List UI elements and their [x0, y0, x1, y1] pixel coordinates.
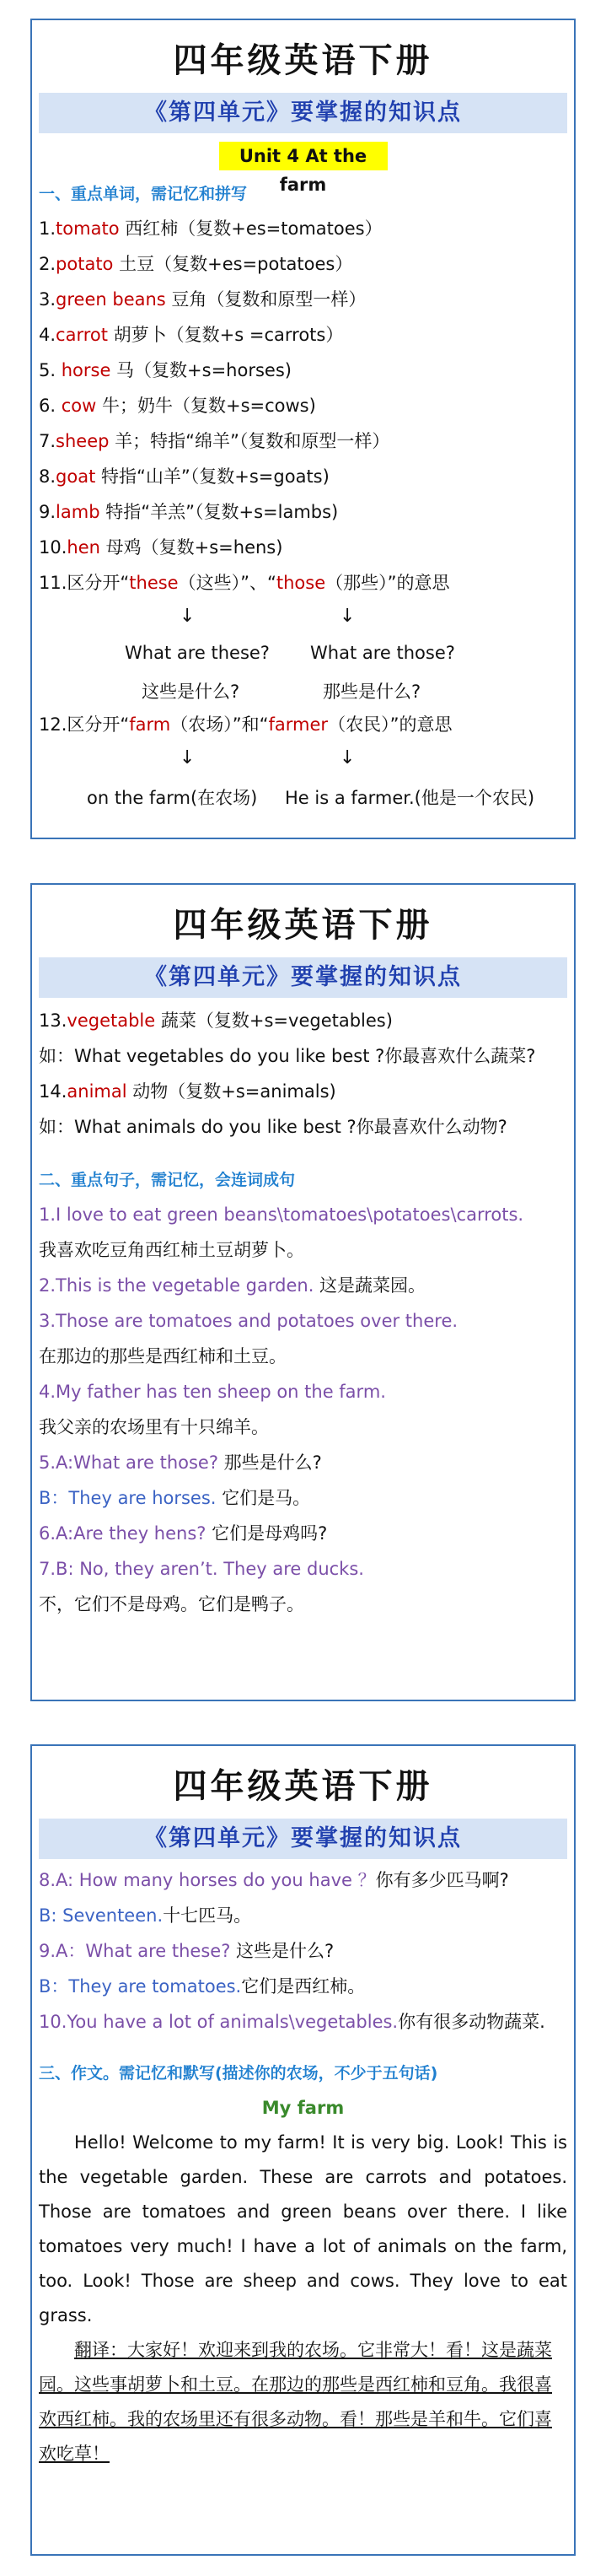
section-heading-sentences: 二、重点句子，需记忆，会连词成句	[39, 1171, 296, 1189]
word-item	[39, 530, 574, 565]
sentence-chinese: 它们是马。	[216, 1488, 311, 1508]
word-number: 3.	[39, 289, 56, 310]
farmer-example: He is a farmer.(他是一个农民)	[285, 788, 535, 808]
example-text: 如：What animals do you like best ?你最喜欢什么动物?	[39, 1117, 507, 1137]
sentence-english: B：They are tomatoes.	[39, 1976, 242, 1997]
essay-paragraph: Hello! Welcome to my farm! It is very big. Look! This is the vegetable garden. These are carrots and potatoes. Those are tomatoes and green beans over there. I like tomatoes very much! I have a lot of animals on the farm, too. Look! Those are sheep and cows. They love to eat grass.	[39, 2132, 567, 2325]
word-english: carrot	[56, 325, 108, 345]
sentence-english: 5.A:What are those?	[39, 1452, 218, 1473]
sentence-line	[39, 1445, 574, 1480]
question-row	[32, 636, 574, 671]
sentence-english: 7.B: No, they aren’t. They are ducks.	[39, 1559, 364, 1579]
word-number: 14.	[39, 1081, 67, 1102]
example-line	[39, 1109, 574, 1145]
essay-translation: 翻译：大家好！欢迎来到我的农场。它非常大！看！这是蔬菜园。这些事胡萝卜和土豆。在那边的那些是西红柿和豆角。我很喜欢西红柿。我的农场里还有很多动物。看！那些是羊和牛。它们喜欢吃草！	[39, 2340, 552, 2464]
page-subtitle: 《第四单元》要掌握的知识点	[39, 93, 567, 133]
sentence-chinese: 那些是什么?	[218, 1452, 322, 1473]
word-meaning: 母鸡（复数+s=hens)	[99, 537, 283, 558]
word-number: 4.	[39, 325, 56, 345]
word-item	[39, 1074, 574, 1109]
word-item	[39, 1003, 574, 1038]
sentence-line	[39, 1933, 574, 1969]
word-item	[39, 423, 574, 459]
arrow-down-icon: ↓	[180, 606, 196, 627]
word-item	[39, 459, 574, 494]
word-meaning: 西红柿（复数+es=tomatoes）	[119, 218, 383, 239]
word-meaning: 胡萝卜（复数+s =carrots）	[107, 325, 344, 345]
word-english: sheep	[56, 431, 110, 451]
word-item	[39, 353, 574, 388]
sentence-line	[39, 1480, 574, 1516]
word-english: vegetable	[67, 1010, 156, 1031]
arrow-down-icon: ↓	[180, 747, 196, 768]
answer-those: 那些是什么?	[323, 682, 421, 702]
page-subtitle: 《第四单元》要掌握的知识点	[39, 957, 567, 998]
sentence-line	[39, 1374, 574, 1409]
page-2	[30, 883, 576, 1701]
word-meaning: 羊；特指“绵羊”（复数和原型一样）	[109, 431, 390, 451]
sentence-english: 10.You have a lot of animals\vegetables.	[39, 2012, 399, 2032]
arrow-down-icon: ↓	[340, 606, 356, 627]
sentence-line	[39, 1339, 574, 1374]
word-meaning: 特指“山羊”（复数+s=goats)	[95, 466, 330, 487]
question-these: What are these?	[125, 643, 270, 663]
word-meaning: 土豆（复数+es=potatoes）	[113, 254, 353, 274]
word-english: horse	[61, 360, 111, 380]
page-title: 四年级英语下册	[173, 905, 433, 945]
item-11: 11.区分开“these（这些）”、“those（那些）”的意思	[39, 573, 450, 593]
sentence-chinese: 你有多少匹马啊?	[375, 1870, 509, 1890]
word-meaning: 马（复数+s=horses)	[110, 360, 292, 380]
item-12: 12.区分开“farm（农场）”和“farmer（农民）”的意思	[39, 714, 453, 735]
sentence-chinese: 它们是母鸡吗?	[206, 1523, 328, 1544]
arrow-row	[32, 742, 574, 778]
word-english: green beans	[56, 289, 166, 310]
page-subtitle: 《第四单元》要掌握的知识点	[39, 1819, 567, 1859]
word-item	[39, 282, 574, 317]
word-number: 2.	[39, 254, 56, 274]
question-those: What are those?	[310, 643, 455, 663]
sentence-chinese: 在那边的那些是西红柿和土豆。	[39, 1346, 287, 1366]
sentence-chinese: 十七匹马。	[163, 1905, 252, 1926]
section-heading-words: 一、重点单词，需记忆和拼写	[39, 185, 248, 203]
sentence-english: 4.My father has ten sheep on the farm.	[39, 1382, 386, 1402]
answer-row	[32, 671, 574, 707]
word-item	[39, 246, 574, 282]
sentence-line	[39, 1551, 574, 1587]
word-number: 7.	[39, 431, 56, 451]
word-english: animal	[67, 1081, 127, 1102]
sentence-english: 8.A: How many horses do you have ？	[39, 1870, 376, 1890]
arrow-row	[32, 601, 574, 636]
sentence-english: B：They are horses.	[39, 1488, 217, 1508]
word-meaning: 豆角（复数和原型一样）	[165, 289, 367, 310]
example-line	[39, 1038, 574, 1074]
word-number: 5.	[39, 360, 62, 380]
answer-these: 这些是什么?	[142, 682, 240, 702]
word-number: 13.	[39, 1010, 67, 1031]
word-english: potato	[56, 254, 114, 274]
word-meaning: 动物（复数+s=animals)	[126, 1081, 336, 1102]
arrow-down-icon: ↓	[340, 747, 356, 768]
sentence-english: 1.I love to eat green beans\tomatoes\potatoes\carrots.	[39, 1204, 524, 1225]
sentence-english: B: Seventeen.	[39, 1905, 164, 1926]
sentence-chinese: 它们是西红柿。	[241, 1976, 366, 1997]
word-number: 8.	[39, 466, 56, 487]
sentence-english: 2.This is the vegetable garden.	[39, 1275, 314, 1296]
sentence-chinese: 我父亲的农场里有十只绵羊。	[39, 1417, 269, 1437]
page-title: 四年级英语下册	[173, 1766, 433, 1806]
unit-badge: Unit 4 At the farm	[219, 142, 388, 170]
sentence-line	[39, 2004, 574, 2040]
word-meaning: 蔬菜（复数+s=vegetables)	[155, 1010, 393, 1031]
page-1	[30, 19, 576, 839]
sentence-chinese: 我喜欢吃豆角西红柿土豆胡萝卜。	[39, 1240, 304, 1260]
word-english: goat	[56, 466, 96, 487]
word-english: lamb	[56, 502, 100, 522]
example-text: 如：What vegetables do you like best ?你最喜欢什么蔬菜?	[39, 1046, 536, 1066]
word-item	[39, 317, 574, 353]
word-english: hen	[67, 537, 100, 558]
word-number: 9.	[39, 502, 56, 522]
word-meaning: 特指“羊羔”（复数+s=lambs)	[99, 502, 339, 522]
sentence-line	[39, 1898, 574, 1933]
sentence-line	[39, 1587, 574, 1622]
section-heading-essay: 三、作文。需记忆和默写(描述你的农场，不少于五句话)	[39, 2064, 438, 2083]
essay-title: My farm	[261, 2098, 345, 2118]
sentence-line	[39, 1862, 574, 1898]
sentence-line	[39, 1197, 574, 1232]
word-number: 6.	[39, 396, 62, 416]
word-number: 1.	[39, 218, 56, 239]
sentence-line	[39, 1409, 574, 1445]
word-item	[39, 388, 574, 423]
word-item	[39, 211, 574, 246]
sentence-line	[39, 1303, 574, 1339]
farm-example-row	[32, 778, 574, 813]
word-number: 10.	[39, 537, 67, 558]
sentence-line	[39, 1232, 574, 1268]
sentence-english: 3.Those are tomatoes and potatoes over there.	[39, 1311, 459, 1331]
sentence-line	[39, 1268, 574, 1303]
word-english: tomato	[56, 218, 120, 239]
sentence-english: 6.A:Are they hens?	[39, 1523, 206, 1544]
word-meaning: 牛；奶牛（复数+s=cows)	[96, 396, 316, 416]
page-title: 四年级英语下册	[173, 40, 433, 80]
sentence-english: 9.A：What are these?	[39, 1941, 231, 1961]
page-3	[30, 1744, 576, 2556]
sentence-line	[39, 1516, 574, 1551]
farm-example: on the farm(在农场)	[87, 788, 258, 808]
sentence-chinese: 这些是什么?	[230, 1941, 335, 1961]
sentence-line	[39, 1969, 574, 2004]
word-item	[39, 494, 574, 530]
sentence-chinese: 你有很多动物蔬菜.	[398, 2012, 545, 2032]
sentence-chinese: 不，它们不是母鸡。它们是鸭子。	[39, 1594, 304, 1614]
word-english: cow	[61, 396, 97, 416]
sentence-chinese: 这是蔬菜园。	[314, 1275, 426, 1296]
